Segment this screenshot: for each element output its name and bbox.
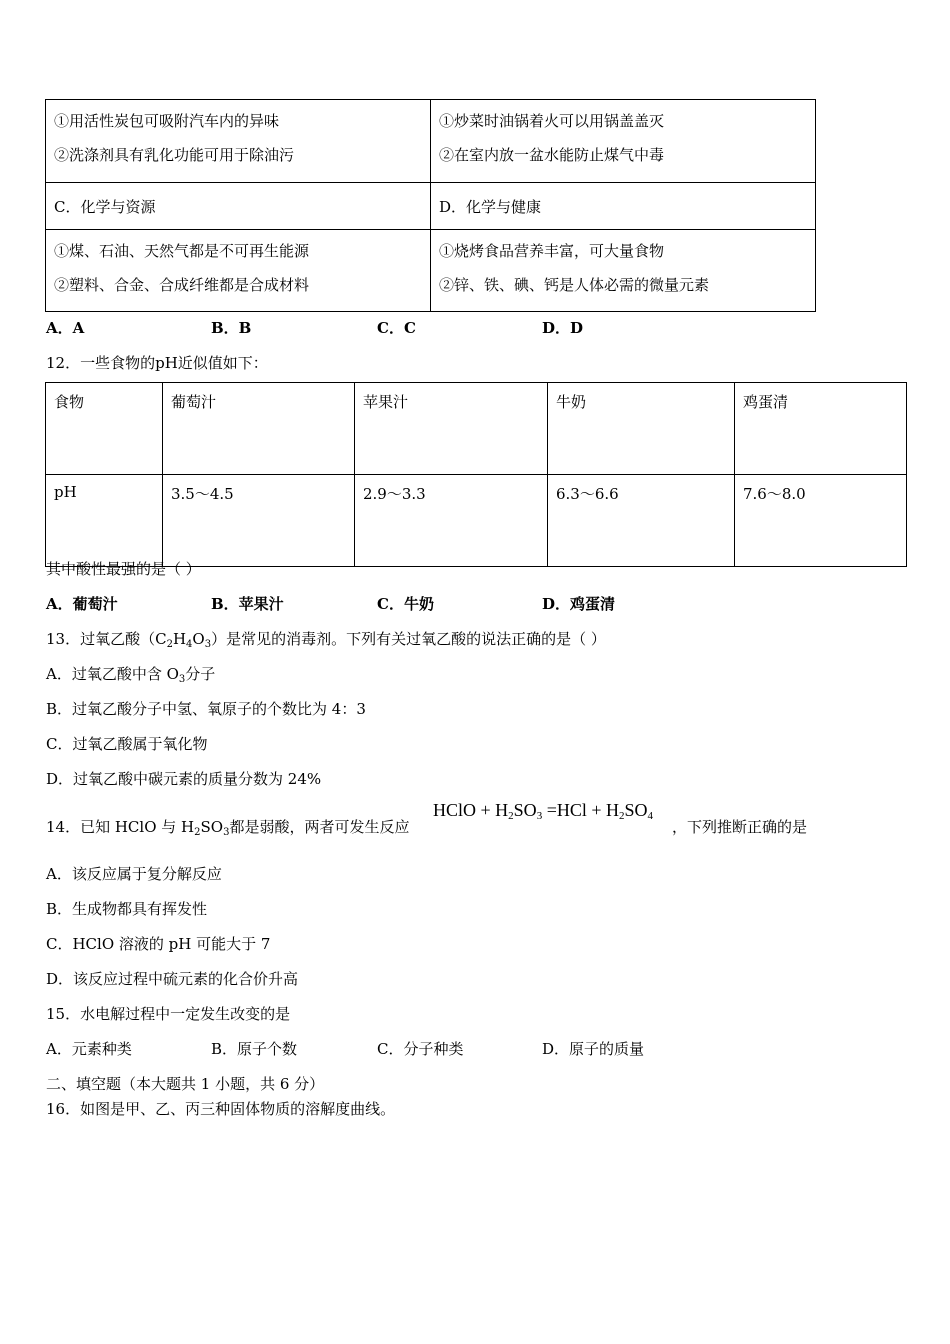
q13-option-a-post: 分子	[185, 665, 216, 683]
eq-hcl: HCl	[556, 800, 587, 820]
q11-header-d-text: D．化学与健康	[439, 197, 542, 216]
q12-ph-grape: 3.5～4.5	[163, 475, 355, 567]
q13-sub-2: 2	[166, 639, 173, 650]
eq-so-2: SO	[624, 800, 648, 820]
q15-option-b[interactable]: B．原子个数	[211, 1040, 298, 1058]
q11-a-line2: ②洗涤剂具有乳化功能可用于除油污	[54, 146, 295, 164]
eq-hclo: HClO	[433, 800, 477, 820]
q14-option-a[interactable]: A．该反应属于复分解反应	[46, 865, 222, 883]
eq-equals: =	[546, 800, 557, 820]
q14-stem-pre: 14．已知 HClO 与 H	[46, 818, 195, 836]
q11-option-a[interactable]: A．A	[46, 319, 85, 337]
q12-option-d[interactable]: D．鸡蛋清	[542, 595, 616, 613]
q13-h: H	[172, 630, 187, 648]
eq-sub-2b: 2	[619, 810, 625, 822]
q12-option-a[interactable]: A．葡萄汁	[46, 595, 118, 613]
q12-header-apple: 苹果汁	[355, 383, 548, 475]
q13-option-a-pre: A．过氧乙酸中含 O	[46, 665, 179, 683]
q14-option-d[interactable]: D．该反应过程中硫元素的化合价升高	[46, 970, 299, 988]
q13-sub-4: 4	[186, 639, 193, 650]
q12-ph-egg: 7.6～8.0	[735, 475, 907, 567]
q11-option-d[interactable]: D．D	[542, 319, 584, 337]
q11-cell-b	[431, 100, 816, 183]
q12-ph-apple: 2.9～3.3	[355, 475, 548, 567]
q15-stem: 15．水电解过程中一定发生改变的是	[46, 1005, 291, 1023]
q14-option-b[interactable]: B．生成物都具有挥发性	[46, 900, 208, 918]
q13-option-b[interactable]: B．过氧乙酸分子中氢、氧原子的个数比为 4：3	[46, 700, 366, 718]
q13-o: O	[192, 630, 205, 648]
q11-cell-c	[46, 230, 431, 312]
q13-option-d[interactable]: D．过氧乙酸中碳元素的质量分数为 24%	[46, 770, 322, 788]
q12-row-label: pH	[46, 475, 163, 567]
eq-sub-2a: 2	[508, 810, 514, 822]
q11-option-c[interactable]: C．C	[377, 319, 416, 337]
q12-option-b[interactable]: B．苹果汁	[211, 595, 284, 613]
eq-h-2: H	[606, 800, 620, 820]
q13-sub-3: 3	[204, 639, 212, 650]
q12-ph-milk: 6.3～6.6	[548, 475, 735, 567]
q14-stem	[46, 816, 409, 838]
eq-so-1: SO	[513, 800, 537, 820]
q11-cell-a	[46, 100, 431, 183]
q14-stem-sub2: 3	[223, 827, 230, 838]
eq-sub-4: 4	[647, 810, 654, 822]
q14-stem-tail: ，下列推断正确的是	[672, 818, 808, 836]
q11-cell-d	[431, 230, 816, 312]
q11-option-b[interactable]: B．B	[211, 319, 252, 337]
q11-table	[45, 99, 816, 312]
q12-header-grape: 葡萄汁	[163, 383, 355, 475]
q13-stem-post: ）是常见的消毒剂。下列有关过氧乙酸的说法正确的是（ ）	[211, 630, 606, 648]
eq-sub-3: 3	[536, 810, 543, 822]
q14-stem-sub: 2	[194, 827, 201, 838]
eq-h-1: H	[495, 800, 509, 820]
q11-d-line1: ①烧烤食品营养丰富，可大量食物	[439, 242, 665, 260]
q12-question: 其中酸性最强的是（ ）	[46, 560, 201, 578]
q11-a-line1: ①用活性炭包可吸附汽车内的异味	[54, 112, 280, 130]
q11-header-c	[46, 183, 431, 230]
eq-plus-1: +	[480, 800, 491, 820]
q15-option-a[interactable]: A．元素种类	[46, 1040, 132, 1058]
q14-option-c[interactable]: C．HClO 溶液的 pH 可能大于 7	[46, 935, 271, 953]
q13-option-a-sub: 3	[178, 674, 186, 685]
q15-option-c[interactable]: C．分子种类	[377, 1040, 464, 1058]
q13-option-a[interactable]	[46, 663, 215, 685]
q11-b-line2: ②在室内放一盆水能防止煤气中毒	[439, 146, 665, 164]
q11-d-line2: ②锌、铁、碘、钙是人体必需的微量元素	[439, 276, 710, 294]
q12-option-c[interactable]: C．牛奶	[377, 595, 434, 613]
q12-stem: 12．一些食物的pH近似值如下：	[46, 354, 268, 372]
q16-stem: 16．如图是甲、乙、丙三种固体物质的溶解度曲线。	[46, 1100, 396, 1118]
q12-header-food: 食物	[46, 383, 163, 475]
q13-stem-pre: 13．过氧乙酸（C	[46, 630, 167, 648]
q11-header-c-text: C．化学与资源	[54, 197, 156, 216]
q12-table	[45, 382, 907, 567]
q11-c-line1: ①煤、石油、天然气都是不可再生能源	[54, 242, 310, 260]
eq-plus-2: +	[591, 800, 602, 820]
q11-c-line2: ②塑料、合金、合成纤维都是合成材料	[54, 276, 310, 294]
q12-header-milk: 牛奶	[548, 383, 735, 475]
q11-header-d	[431, 183, 816, 230]
q13-stem	[46, 628, 606, 650]
q13-option-c[interactable]: C．过氧乙酸属于氧化物	[46, 735, 208, 753]
q15-option-d[interactable]: D．原子的质量	[542, 1040, 645, 1058]
q14-equation	[433, 800, 653, 822]
q11-b-line1: ①炒菜时油锅着火可以用锅盖盖灭	[439, 112, 665, 130]
section-2-heading: 二、填空题（本大题共 1 小题，共 6 分）	[46, 1075, 325, 1093]
q14-stem-post: 都是弱酸，两者可发生反应	[229, 818, 410, 836]
q12-header-egg: 鸡蛋清	[735, 383, 907, 475]
q14-stem-mid: SO	[200, 818, 224, 836]
